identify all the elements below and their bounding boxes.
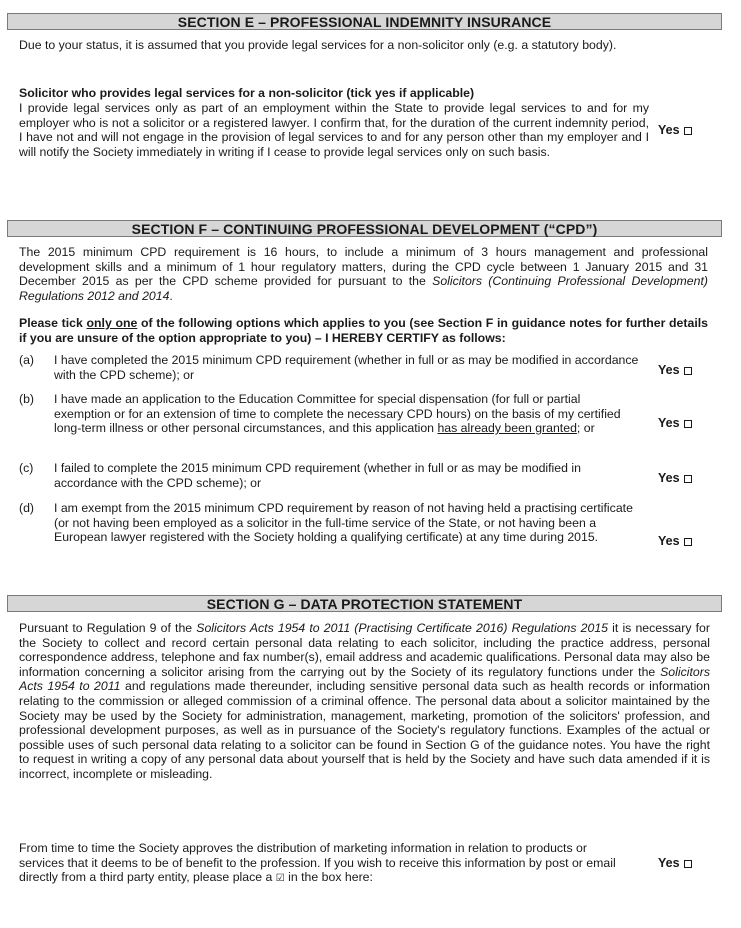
section-f-intro-end: . (169, 288, 173, 303)
option-b-granted: has already been granted (437, 421, 577, 436)
option-label: (b) (19, 392, 35, 406)
section-e-yes-option[interactable] (658, 123, 692, 138)
yes-label: Yes (658, 416, 680, 430)
marketing-text-end: in the box here: (284, 870, 373, 885)
section-f-intro-regulations: Solicitors (Continuing Professional Development) Regulations 2012 and 2014 (19, 274, 708, 303)
section-e-yes-checkbox[interactable] (684, 127, 692, 135)
section-e-subheading: Solicitor who provides legal services for a non-solicitor (tick yes if applicable) (19, 86, 475, 100)
cpd-option-d-yes[interactable] (658, 534, 692, 549)
section-f-title: SECTION F – CONTINUING PROFESSIONAL DEVELOPMENT (“CPD”) (131, 221, 598, 237)
option-label: (d) (19, 501, 35, 515)
section-e-title: SECTION E – PROFESSIONAL INDEMNITY INSURANCE (177, 14, 552, 30)
instruction-pre: Please tick (19, 316, 87, 330)
section-g-header (7, 595, 722, 612)
instruction-post: of the following options which applies to you (see Section F in guidance notes for further details if you are unsure of the option appropriate to you) – I HEREBY CERTIFY as follows: (19, 316, 708, 345)
statement-text: Pursuant to Regulation 9 of the (19, 621, 197, 635)
section-f-intro (19, 245, 708, 303)
cpd-option-c-yes[interactable] (658, 471, 692, 486)
section-g-marketing (19, 841, 619, 887)
cpd-option-a-yes[interactable] (658, 363, 692, 378)
yes-label: Yes (658, 363, 680, 377)
section-g-statement (19, 621, 710, 782)
option-label: (a) (19, 353, 35, 367)
section-f-header (7, 220, 722, 237)
statement-text-3: and regulations made thereunder, including sensitive personal data such as health records or information relating to the commission or alleged commission of a criminal offence. The personal data about a solicitor maintained by the Society may be used by the Society for administration, management, marketing, promotion of the solicitors' profession, and professional development purposes, as well as in pursuance of the Society's regulatory functions. Examples of the actual or possible uses of such personal data relating to a solicitor can be found in Section G of the guidance notes. You have the right to request in writing a copy of any personal data about yourself that is held by the Society and have such data amended if it is incorrect, incomplete or misleading. (19, 679, 710, 781)
cpd-option-b-yes[interactable] (658, 416, 692, 431)
statement-regulations: Solicitors Acts 1954 to 2011 (Practising Certificate 2016) Regulations 2015 (196, 621, 609, 635)
option-text (54, 392, 634, 436)
section-f-intro-text: The 2015 minimum CPD requirement is 16 hours, to include a minimum of 3 hours management and professional development skills and a minimum of 1 hour regulatory matters, during the CPD cycle between 1 January 2015 and 31 December 2015 as per the CPD scheme provided for pursuant to the (19, 245, 708, 289)
statement-acts: Solicitors Acts 1954 to 2011 (19, 664, 710, 694)
instruction-only-one: only one (86, 316, 138, 330)
option-text: I have completed the 2015 minimum CPD requirement (whether in full or as may be modified in accordance with the CPD scheme); or (54, 353, 639, 382)
cpd-option-d-checkbox[interactable] (684, 538, 692, 546)
section-e-header (7, 13, 722, 30)
option-text: I failed to complete the 2015 minimum CPD requirement (whether in full or as may be modified in accordance with the CPD scheme); or (54, 461, 581, 490)
cpd-option-a-checkbox[interactable] (684, 367, 692, 375)
option-b-text: I have made an application to the Education Committee for special dispensation (for full or partial exemption or for an extension of time to complete the necessary CPD hours) on the basis of my certified long-term illness or other personal circumstances, and this application (54, 392, 621, 436)
section-e-intro: Due to your status, it is assumed that you provide legal services for a non-solicitor only (e.g. a statutory body). (19, 38, 617, 52)
cpd-option-b-checkbox[interactable] (684, 420, 692, 428)
option-label: (c) (19, 461, 34, 475)
section-f-instruction (19, 316, 708, 345)
statement-text-2: it is necessary for the Society to collect and record certain personal data relating to each solicitor, including the practice address, personal correspondence address, telephone and fax number(s), email address and academic qualifications. Personal data may also be information concerning a solicitor arising from the carrying out by the Society of its regulatory functions under the (19, 621, 710, 679)
yes-label: Yes (658, 123, 680, 137)
checked-box-icon: ☑ (275, 873, 285, 885)
yes-label: Yes (658, 856, 680, 870)
option-b-end: ; or (576, 421, 595, 436)
yes-label: Yes (658, 471, 680, 485)
marketing-yes-option[interactable] (658, 856, 692, 871)
cpd-option-c-checkbox[interactable] (684, 475, 692, 483)
section-e-body: I provide legal services only as part of an employment within the State to provide legal services to and for my employer who is not a solicitor or a registered lawyer. I confirm that, for the duration of the current indemnity period, I have not and will not engage in the provision of legal services to and for any person other than my employer and I will notify the Society immediately in writing if I cease to provide legal services only on such basis. (19, 101, 649, 159)
marketing-text: From time to time the Society approves the distribution of marketing information in relation to products or services that it deems to be of benefit to the profession. If you wish to receive this information by post or email directly from a third party entity, please place a (19, 841, 616, 885)
yes-label: Yes (658, 534, 680, 548)
section-g-title: SECTION G – DATA PROTECTION STATEMENT (206, 596, 523, 612)
marketing-yes-checkbox[interactable] (684, 860, 692, 868)
option-text: I am exempt from the 2015 minimum CPD requirement by reason of not having held a practising certificate (or not having been employed as a solicitor in the full-time service of the State, or not having been a European lawyer registered with the Society holding a qualifying certificate) at any time during 2015. (54, 501, 633, 545)
